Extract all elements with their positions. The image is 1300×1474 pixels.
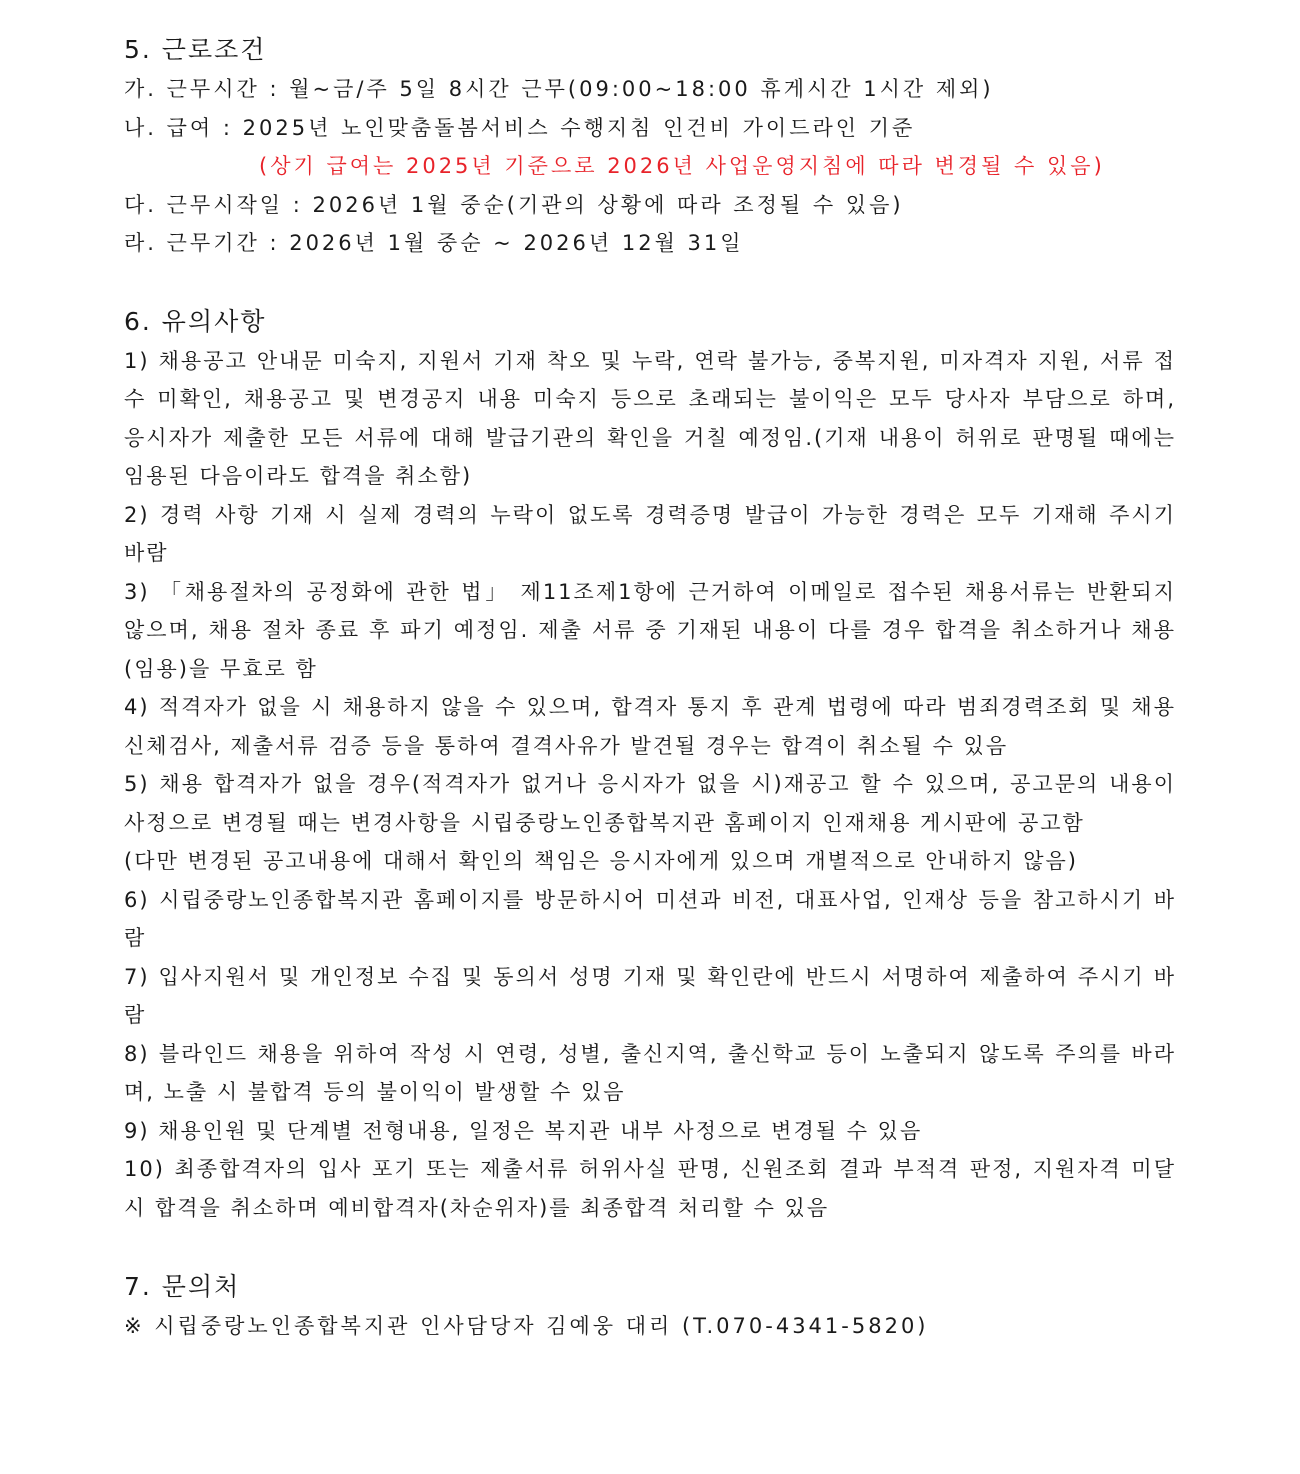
- note-item: 8) 블라인드 채용을 위하여 작성 시 연령, 성별, 출신지역, 출신학교 등이 노출되지 않도록 주의를 바라며, 노출 시 불합격 등의 불이익이 발생할 수 있음: [124, 1041, 1176, 1104]
- spacer: [124, 263, 1176, 302]
- note-item: (다만 변경된 공고내용에 대해서 확인의 책임은 응시자에게 있으며 개별적으로 안내하지 않음): [124, 849, 1079, 873]
- contact-info: ※ 시립중랑노인종합복지관 인사담당자 김예웅 대리 (T.070-4341-5820): [124, 1314, 929, 1338]
- note-item: 2) 경력 사항 기재 시 실제 경력의 누락이 없도록 경력증명 발급이 가능한 경력은 모두 기재해 주시기 바람: [124, 502, 1176, 565]
- note-item: 10) 최종합격자의 입사 포기 또는 제출서류 허위사실 판명, 신원조회 결과 부적격 판정, 지원자격 미달 시 합격을 취소하며 예비합격자(차순위자)를 최종합격 처리할 수 있음: [124, 1157, 1176, 1220]
- salary-note: (상기 급여는 2025년 기준으로 2026년 사업운영지침에 따라 변경될 수 있음): [259, 154, 1105, 178]
- work-period-item: 라. 근무기간 : 2026년 1월 중순 ~ 2026년 12월 31일: [124, 231, 744, 255]
- section-contact: [124, 1267, 1176, 1346]
- section-notes: [124, 302, 1176, 1228]
- note-item: 4) 적격자가 없을 시 채용하지 않을 수 있으며, 합격자 통지 후 관계 법령에 따라 범죄경력조회 및 채용신체검사, 제출서류 검증 등을 통하여 결격사유가 발견될 경우는 합격이 취소될 수 있음: [124, 695, 1176, 758]
- note-item: 9) 채용인원 및 단계별 전형내용, 일정은 복지관 내부 사정으로 변경될 수 있음: [124, 1118, 923, 1143]
- note-item: 3) 「채용절차의 공정화에 관한 법」 제11조제1항에 근거하여 이메일로 접수된 채용서류는 반환되지 않으며, 채용 절차 종료 후 파기 예정임. 제출 서류 중 기재된 내용이 다를 경우 합격을 취소하거나 채용(임용)을 무효로 함: [124, 579, 1176, 681]
- note-item: 7) 입사지원서 및 개인정보 수집 및 동의서 성명 기재 및 확인란에 반드시 서명하여 제출하여 주시기 바람: [124, 964, 1176, 1027]
- section-title: 5. 근로조건: [124, 35, 267, 64]
- document-page: [124, 30, 1176, 1346]
- section-title: 6. 유의사항: [124, 306, 267, 336]
- working-hours-item: 가. 근무시간 : 월~금/주 5일 8시간 근무(09:00~18:00 휴게시간 1시간 제외): [124, 77, 994, 101]
- note-item: 6) 시립중랑노인종합복지관 홈페이지를 방문하시어 미션과 비전, 대표사업, 인재상 등을 참고하시기 바람: [124, 887, 1176, 950]
- salary-item: 나. 급여 : 2025년 노인맞춤돌봄서비스 수행지침 인건비 가이드라인 기준: [124, 115, 916, 140]
- note-item: 1) 채용공고 안내문 미숙지, 지원서 기재 착오 및 누락, 연락 불가능, 중복지원, 미자격자 지원, 서류 접수 미확인, 채용공고 및 변경공지 내용 미숙지 등으로 초래되는 불이익은 모두 당사자 부담으로 하며, 응시자가 제출한 모든 서류에 대해 발급기관의 확인을 거칠 예정임.(기재 내용이 허위로 판명될 때에는 임용된 다음이라도 합격을 취소함): [124, 348, 1176, 488]
- section-title: 7. 문의처: [124, 1272, 241, 1301]
- section-working-conditions: [124, 30, 1176, 263]
- note-item: 5) 채용 합격자가 없을 경우(적격자가 없거나 응시자가 없을 시)재공고 할 수 있으며, 공고문의 내용이 사정으로 변경될 때는 변경사항을 시립중랑노인종합복지관 홈페이지 인재채용 게시판에 공고함: [124, 772, 1176, 835]
- spacer: [124, 1227, 1176, 1267]
- start-date-item: 다. 근무시작일 : 2026년 1월 중순(기관의 상황에 따라 조정될 수 있음): [124, 192, 904, 217]
